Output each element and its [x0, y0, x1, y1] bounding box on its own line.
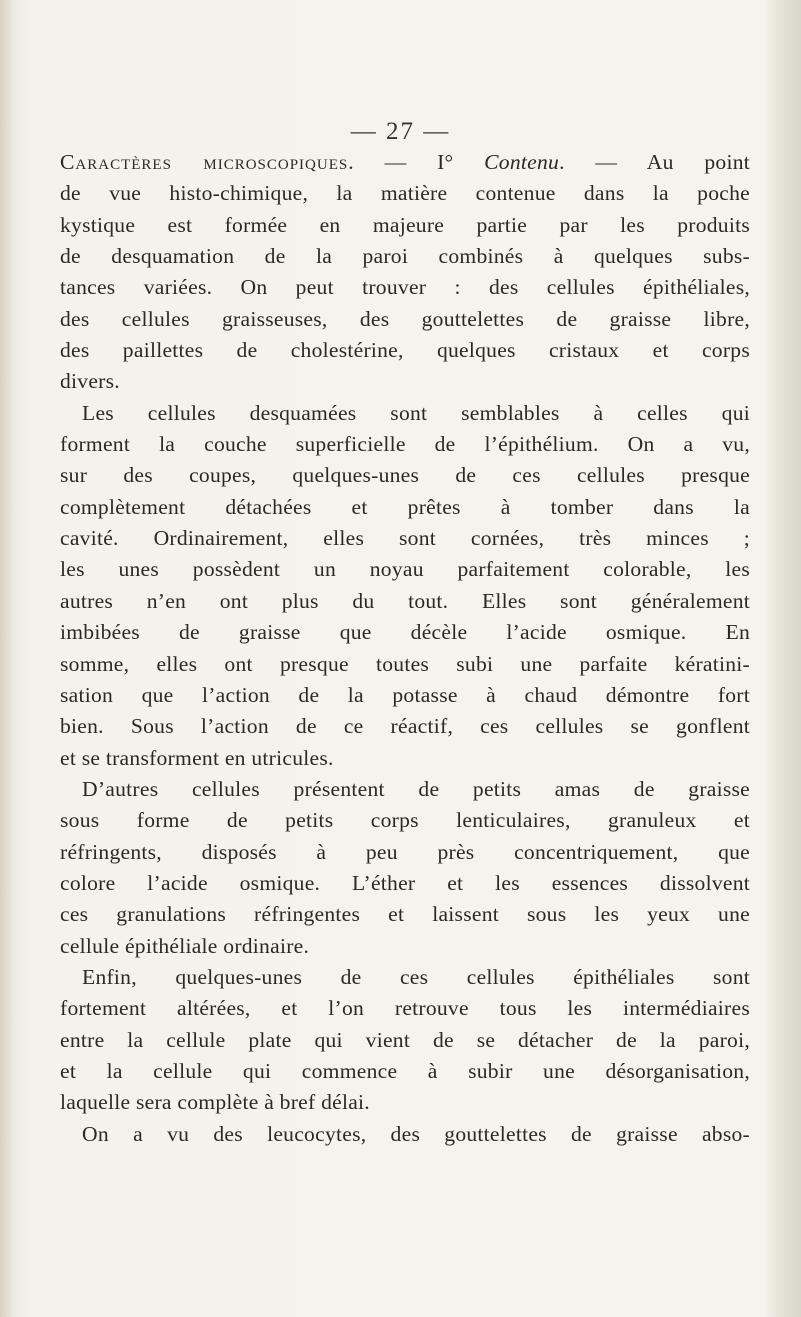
section-heading: Caractères microscopiques: [60, 150, 349, 174]
text-line: ces granulations réfringentes et laissent sous les yeux une: [60, 902, 750, 927]
heading-separator: . — I°: [348, 150, 485, 174]
subsection-title: Contenu: [484, 150, 560, 174]
heading-continuation: . — Au point: [559, 150, 750, 174]
text-line: sation que l’action de la potasse à chaud démontre fort: [60, 682, 750, 707]
text-line: les unes possèdent un noyau parfaitement colorable, les: [60, 557, 750, 582]
text-line: des paillettes de cholestérine, quelques cristaux et corps: [60, 338, 750, 363]
text-line: imbibées de graisse que décèle l’acide osmique. En: [60, 620, 750, 645]
text-line: et se transforment en utricules.: [60, 745, 334, 770]
text-line: sur des coupes, quelques-unes de ces cellules presque: [60, 463, 750, 488]
text-line: entre la cellule plate qui vient de se détacher de la paroi,: [60, 1027, 750, 1052]
page-number: — 27 —: [350, 118, 451, 145]
text-line: des cellules graisseuses, des gouttelettes de graisse libre,: [60, 306, 750, 331]
text-line: autres n’en ont plus du tout. Elles sont généralement: [60, 588, 750, 613]
text-line: kystique est formée en majeure partie par les produits: [60, 212, 750, 237]
page-left-edge: [0, 0, 14, 1317]
text-line: et la cellule qui commence à subir une désorganisation,: [60, 1058, 750, 1083]
text-line: tances variées. On peut trouver : des cellules épithéliales,: [60, 275, 750, 300]
text-line: fortement altérées, et l’on retrouve tous les intermédiaires: [60, 996, 750, 1021]
text-line: colore l’acide osmique. L’éther et les essences dissolvent: [60, 870, 750, 895]
paragraph-start: On a vu des leucocytes, des gouttelettes de graisse abso-: [82, 1121, 750, 1146]
text-line: de desquamation de la paroi combinés à quelques subs-: [60, 244, 750, 269]
text-line: complètement détachées et prêtes à tomber dans la: [60, 494, 750, 519]
paragraph-start: Les cellules desquamées sont semblables à celles qui: [82, 400, 750, 425]
text-line: somme, elles ont presque toutes subi une parfaite kératini-: [60, 651, 750, 676]
text-line: réfringents, disposés à peu près concentriquement, que: [60, 839, 750, 864]
paragraph-start: D’autres cellules présentent de petits amas de graisse: [82, 776, 750, 801]
page-right-edge: [765, 0, 801, 1317]
text-line: sous forme de petits corps lenticulaires, granuleux et: [60, 808, 750, 833]
paragraph-start: Enfin, quelques-unes de ces cellules épithéliales sont: [82, 964, 750, 989]
body-text: [60, 147, 750, 1150]
text-line: cellule épithéliale ordinaire.: [60, 933, 310, 958]
heading-line: [60, 147, 750, 178]
text-line: laquelle sera complète à bref délai.: [60, 1090, 370, 1115]
text-line: forment la couche superficielle de l’épithélium. On a vu,: [60, 432, 750, 457]
text-line: cavité. Ordinairement, elles sont cornées, très minces ;: [60, 526, 750, 551]
text-line: de vue histo-chimique, la matière contenue dans la poche: [60, 181, 750, 206]
text-line: divers.: [60, 369, 120, 394]
text-line: bien. Sous l’action de ce réactif, ces cellules se gonflent: [60, 714, 750, 739]
